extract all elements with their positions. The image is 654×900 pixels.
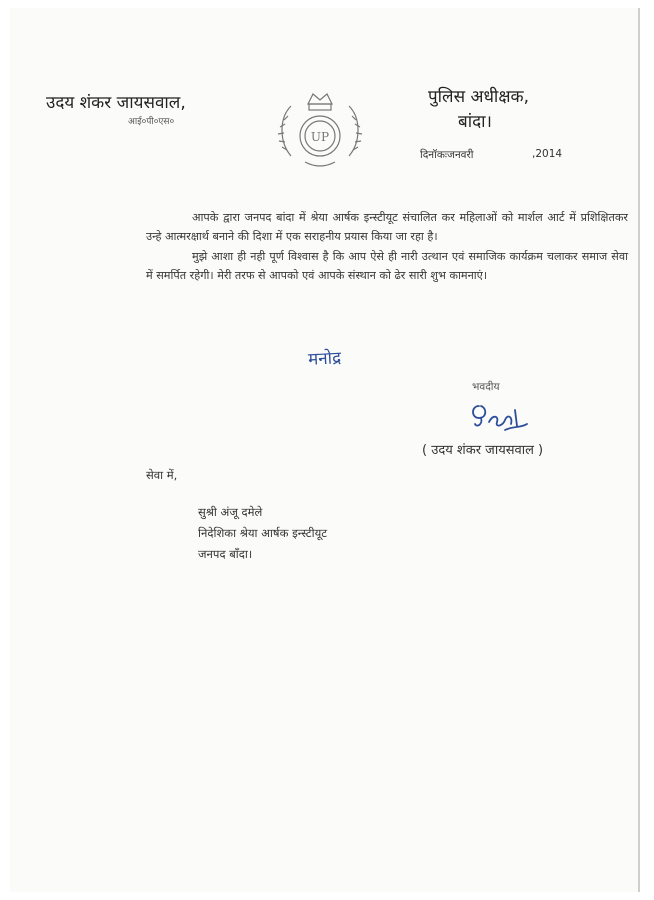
closing-salutation: भवदीय bbox=[472, 381, 500, 393]
recipient-address bbox=[198, 502, 327, 565]
sender-name: उदय शंकर जायसवाल, bbox=[46, 93, 186, 113]
body-paragraph-1: आपके द्वारा जनपद बांदा में श्रेया आर्षक इन्स्टीयूट संचालित कर महिलाओं को मार्शल आर्ट में प्रशिक्षितकर उन्हे आत्मरक्षार्थ बनाने की दिशा में एक सराहनीय प्रयास किया जा रहा है। bbox=[146, 211, 628, 243]
emblem-motto: UP bbox=[310, 130, 330, 144]
sender-rank: आई०पी०एस० bbox=[128, 117, 175, 127]
recipient-line-2: निदेशिका श्रेया आर्षक इन्स्टीयूट bbox=[198, 526, 328, 540]
recipient-line-1: सुश्री अंजू दमेले bbox=[198, 505, 263, 519]
letter-body bbox=[146, 208, 628, 286]
body-paragraph-2: मुझे आशा ही नही पूर्ण विश्वास है कि आप ऐसे ही नारी उत्थान एवं समाजिक कार्यक्रम चलाकर समाज सेवा में समर्पित रहेगी। मेरी तरफ से आपको एवं आपके संस्थान को ढेर सारी शुभ कामनाएं। bbox=[146, 250, 628, 282]
signature-icon bbox=[465, 396, 535, 438]
date-label: दिनॉकःजनवरी bbox=[420, 149, 474, 161]
handwritten-initials: मनोद्र bbox=[307, 348, 342, 370]
signer-name: ( उदय शंकर जायसवाल ) bbox=[422, 443, 544, 458]
letter-page bbox=[10, 8, 640, 892]
recipient-to-label: सेवा में, bbox=[146, 468, 178, 482]
office-title: पुलिस अधीक्षक, bbox=[428, 87, 529, 107]
office-place: बांदा। bbox=[458, 112, 492, 132]
recipient-line-3: जनपद बाँदा। bbox=[198, 547, 253, 561]
police-emblem-icon bbox=[275, 86, 365, 172]
date-year: ,2014 bbox=[532, 148, 563, 160]
